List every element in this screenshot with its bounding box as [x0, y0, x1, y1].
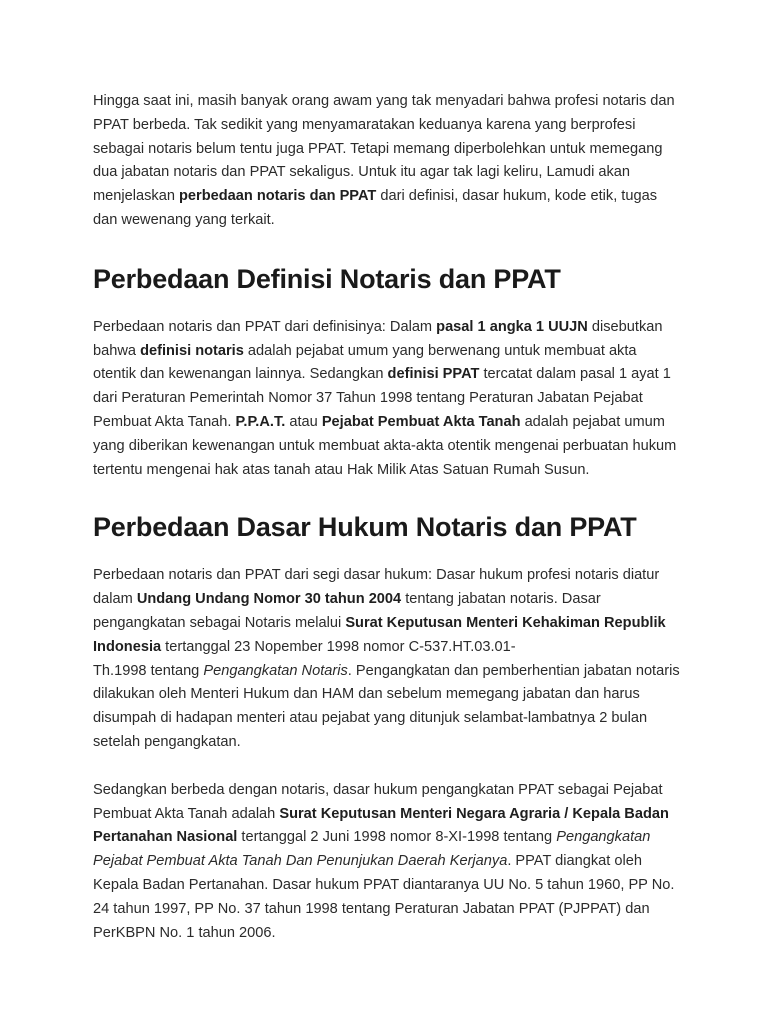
bold-text: P.P.A.T.: [235, 413, 286, 430]
bold-text: perbedaan notaris dan PPAT: [179, 188, 377, 205]
bold-text: definisi notaris: [140, 342, 244, 359]
bold-text: pasal 1 angka 1 UUJN: [436, 318, 588, 335]
italic-text: Pengangkatan Pejabat Pembuat Akta Tanah Dan Penunjukan Daerah Kerjanya: [93, 829, 651, 870]
text-run: Perbedaan notaris dan PPAT dari segi dasar hukum: Dasar hukum profesi notaris diatur dalam: [93, 567, 660, 608]
intro-paragraph: [93, 90, 683, 233]
dasar-hukum-notaris-paragraph: [93, 564, 683, 754]
definisi-paragraph: [93, 316, 683, 483]
text-run: tentang jabatan notaris. Dasar pengangkatan sebagai Notaris melalui: [93, 591, 601, 631]
text-run: . PPAT diangkat oleh Kepala Badan Pertanahan. Dasar hukum PPAT diantaranya UU No. 5 tahun 1960, PP No. 24 tahun 1997, PP No. 37 tahun 1998 tentang Peraturan Jabatan PPAT (PJPPAT) dan PerKBPN No. 1 tahun 2006.: [93, 853, 675, 941]
article-body: [93, 90, 683, 945]
heading-dasar-hukum: Perbedaan Dasar Hukum Notaris dan PPAT: [93, 512, 637, 543]
text-run: tertanggal 2 Juni 1998 nomor 8-XI-1998 tentang: [237, 829, 557, 846]
italic-text: Pengangkatan Notaris: [203, 662, 348, 679]
text-run: adalah pejabat umum yang diberikan kewenangan untuk membuat akta-akta otentik mengenai perbuatan hukum tertentu mengenai hak atas tanah atau Hak Milik Atas Satuan Rumah Susun.: [93, 413, 677, 478]
bold-text: Surat Keputusan Menteri Negara Agraria / Kepala Badan Pertanahan Nasional: [93, 805, 669, 846]
bold-text: Undang Undang Nomor 30 tahun 2004: [136, 591, 402, 608]
bold-text: Surat Keputusan Menteri Kehakiman Republik Indonesia: [93, 614, 666, 655]
text-run: dari definisi, dasar hukum, kode etik, tugas dan wewenang yang terkait.: [93, 188, 658, 228]
text-run: Th.1998 tentang: [93, 662, 204, 679]
text-run: adalah pejabat umum yang berwenang untuk membuat akta otentik dan kewenangan lainnya. Sedangkan: [93, 342, 637, 383]
text-run: Sedangkan berbeda dengan notaris, dasar hukum pengangkatan PPAT sebagai Pejabat Pembuat Akta Tanah adalah: [93, 781, 663, 822]
text-run: disebutkan bahwa: [93, 318, 663, 359]
dasar-hukum-ppat-paragraph: [93, 779, 683, 946]
heading-definisi: Perbedaan Definisi Notaris dan PPAT: [93, 263, 561, 294]
text-run: Hingga saat ini, masih banyak orang awam yang tak menyadari bahwa profesi notaris dan PPAT berbeda. Tak sedikit yang menyamaratakan keduanya karena yang berprofesi sebagai notaris belum tentu juga PPAT. Tetapi memang diperbolehkan untuk memegang dua jabatan notaris dan PPAT sekaligus. Untuk itu agar tak lagi keliru, Lamudi akan menjelaskan: [93, 93, 675, 205]
bold-text: Pejabat Pembuat Akta Tanah: [321, 413, 521, 430]
text-run: . Pengangkatan dan pemberhentian jabatan notaris dilakukan oleh Menteri Hukum dan HAM dan sebelum memegang jabatan dan harus disumpah di hadapan menteri atau pejabat yang ditunjuk selambat-lambatnya 2 bulan setelah pengangkatan.: [93, 662, 680, 750]
text-run: tertanggal 23 Nopember 1998 nomor C-537.HT.03.01-: [161, 638, 516, 655]
text-run: tercatat dalam pasal 1 ayat 1 dari Peraturan Pemerintah Nomor 37 Tahun 1998 tentang Peraturan Jabatan Pejabat Pembuat Akta Tanah.: [93, 366, 671, 430]
text-run: Perbedaan notaris dan PPAT dari definisinya: Dalam: [93, 318, 437, 335]
text-run: atau: [285, 413, 322, 430]
bold-text: definisi PPAT: [387, 366, 480, 383]
